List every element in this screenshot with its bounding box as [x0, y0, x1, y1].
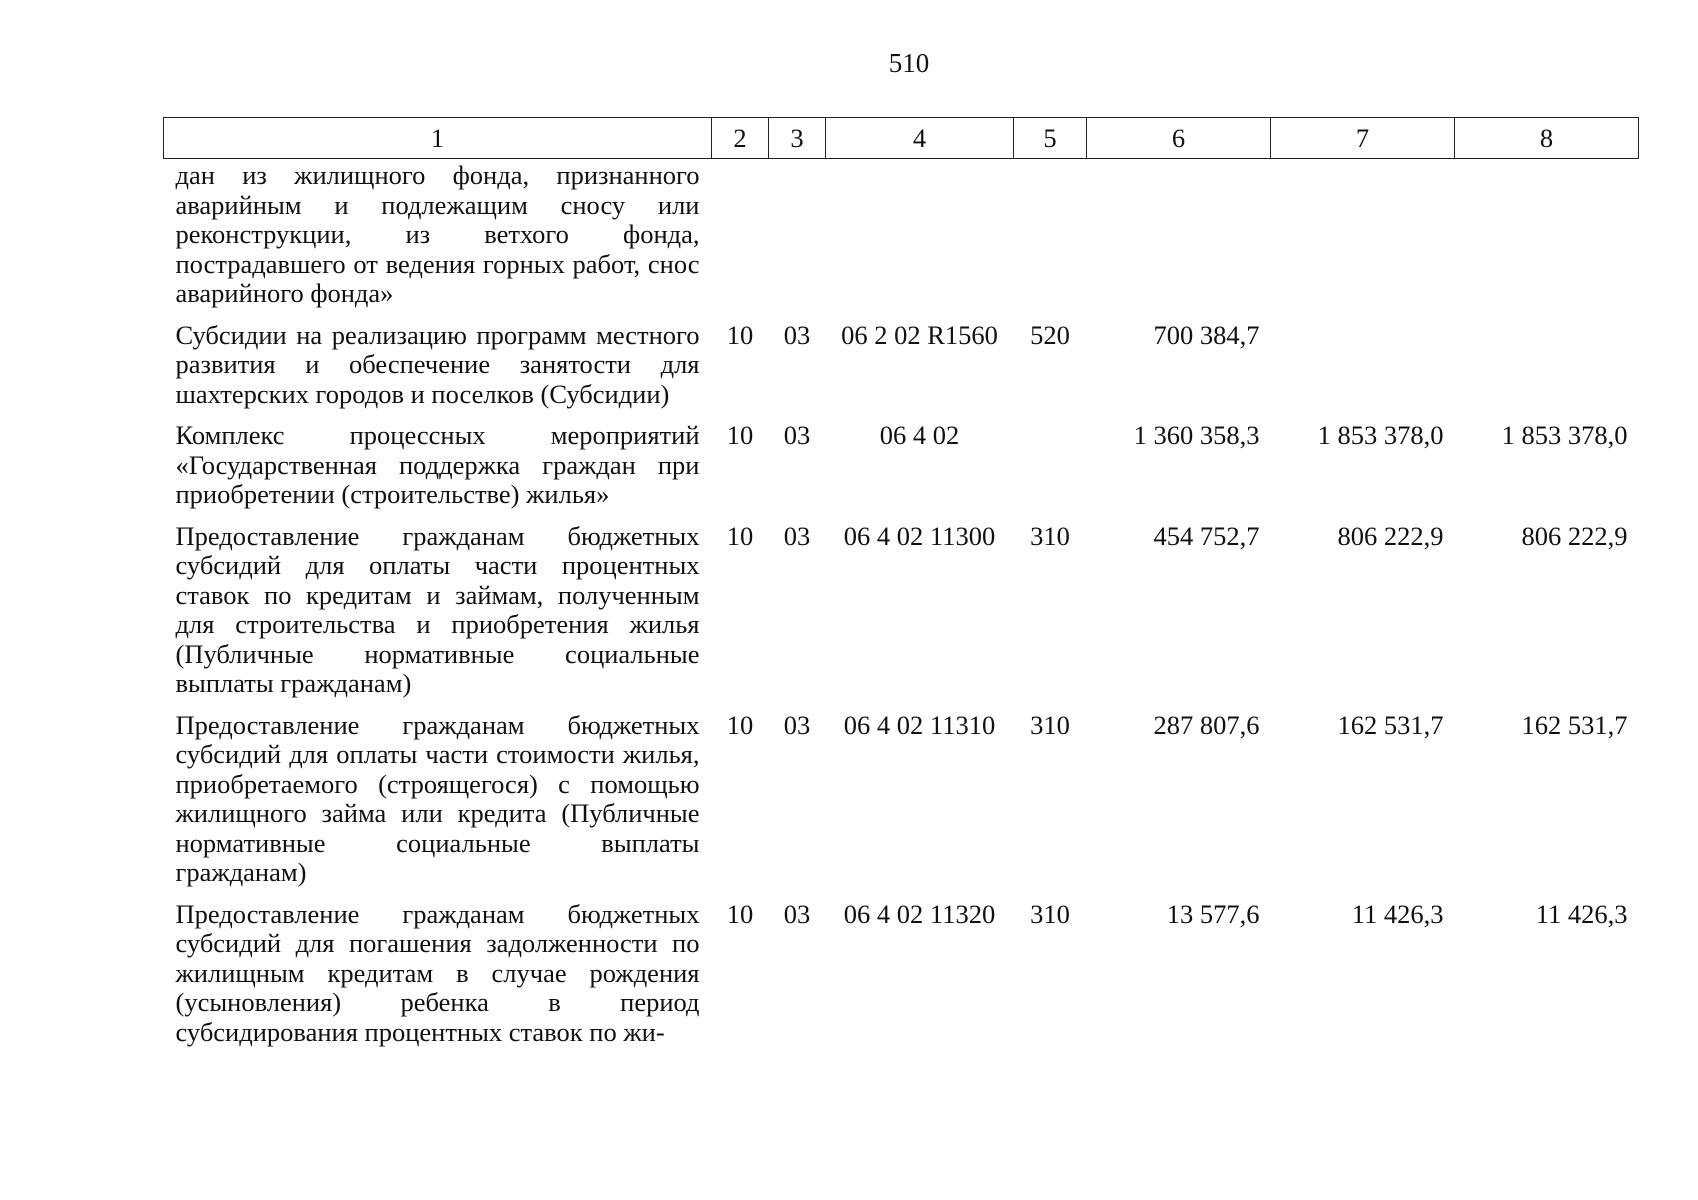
row-amount-2: [1271, 159, 1455, 321]
header-col-3: 3: [769, 118, 826, 159]
table-row: [164, 900, 1639, 1048]
row-target-code: 06 4 02 11300: [843, 520, 996, 551]
row-amount-1: 1 360 358,3: [1133, 420, 1260, 450]
row-amount-2: 1 853 378,0: [1317, 420, 1444, 450]
row-amount-3: [1455, 159, 1639, 321]
table-row: [164, 321, 1639, 422]
row-section: 10: [726, 420, 754, 450]
header-col-7: 7: [1271, 118, 1455, 159]
row-section: 10: [726, 520, 754, 551]
table-body: [164, 159, 1639, 1048]
row-amount-3: [1455, 321, 1639, 422]
row-subsection: 03: [783, 319, 811, 350]
table-row: [164, 711, 1639, 900]
row-target-code: 06 2 02 R1560: [841, 319, 998, 350]
header-col-8: 8: [1455, 118, 1639, 159]
row-expense-type: 310: [1030, 520, 1070, 551]
header-col-6: 6: [1087, 118, 1271, 159]
row-amount-1: 13 577,6: [1166, 898, 1260, 929]
header-row: [164, 118, 1639, 159]
row-target-code: [826, 159, 1014, 321]
budget-table: [163, 117, 1639, 1047]
row-expense-type: 520: [1030, 319, 1070, 350]
row-amount-3: 1 853 378,0: [1501, 420, 1628, 450]
row-amount-2: 162 531,7: [1337, 709, 1444, 740]
row-description: Комплекс процессных мероприятий «Государственная поддержка граждан при приобретении (строительстве) жилья»: [175, 420, 700, 509]
row-target-code: 06 4 02 11320: [843, 898, 996, 929]
row-subsection: [769, 159, 826, 321]
row-expense-type: 310: [1030, 898, 1070, 929]
table-row: [164, 522, 1639, 711]
row-amount-3: 806 222,9: [1521, 520, 1628, 551]
row-expense-type: [1014, 421, 1087, 522]
row-amount-1: 454 752,7: [1153, 520, 1260, 551]
row-description: Субсидии на реализацию программ местного развития и обеспечение занятости для шахтерских городов и поселков (Субсидии): [175, 319, 700, 409]
row-target-code: 06 4 02: [879, 420, 960, 450]
row-expense-type: 310: [1030, 709, 1070, 740]
row-amount-3: 162 531,7: [1521, 709, 1628, 740]
row-amount-2: 806 222,9: [1337, 520, 1444, 551]
row-section: 10: [726, 709, 754, 740]
row-subsection: 03: [783, 898, 811, 929]
table-row: [164, 159, 1639, 321]
row-target-code: 06 4 02 11310: [843, 709, 996, 740]
row-subsection: 03: [783, 709, 811, 740]
row-amount-1: 287 807,6: [1153, 709, 1260, 740]
row-subsection: 03: [783, 520, 811, 551]
row-description: дан из жилищного фонда, признанного аварийным и подлежащим сносу или реконструкции, из ветхого фонда, пострадавшего от ведения горных работ, снос аварийного фонда»: [175, 160, 700, 308]
page-number: 510: [888, 48, 930, 78]
row-amount-3: 11 426,3: [1535, 898, 1628, 929]
row-description: Предоставление гражданам бюджетных субсидий для оплаты части стоимости жилья, приобретаемого (строящегося) с помощью жилищного займа или кредита (Публичные нормативные социальные выплаты гражданам): [175, 709, 700, 887]
row-amount-2: 11 426,3: [1351, 898, 1444, 929]
row-description: Предоставление гражданам бюджетных субсидий для оплаты части процентных ставок по кредитам и займам, полученным для строительства и приобретения жилья (Публичные нормативные социальные выплаты гражданам): [175, 520, 700, 698]
row-amount-2: [1271, 321, 1455, 422]
row-expense-type: [1014, 159, 1087, 321]
row-amount-1: 700 384,7: [1153, 319, 1260, 350]
table-header: [164, 118, 1639, 159]
table-row: [164, 421, 1639, 522]
header-col-1: 1: [164, 118, 712, 159]
header-col-4: 4: [826, 118, 1014, 159]
row-subsection: 03: [783, 420, 811, 450]
row-section: [712, 159, 769, 321]
row-amount-1: [1087, 159, 1271, 321]
row-section: 10: [726, 898, 754, 929]
row-section: 10: [726, 319, 754, 350]
row-description: Предоставление гражданам бюджетных субсидий для погашения задолженности по жилищным кредитам в случае рождения (усыновления) ребенка в период субсидирования процентных ставок по жи-: [175, 898, 700, 1047]
header-col-5: 5: [1014, 118, 1087, 159]
header-col-2: 2: [712, 118, 769, 159]
